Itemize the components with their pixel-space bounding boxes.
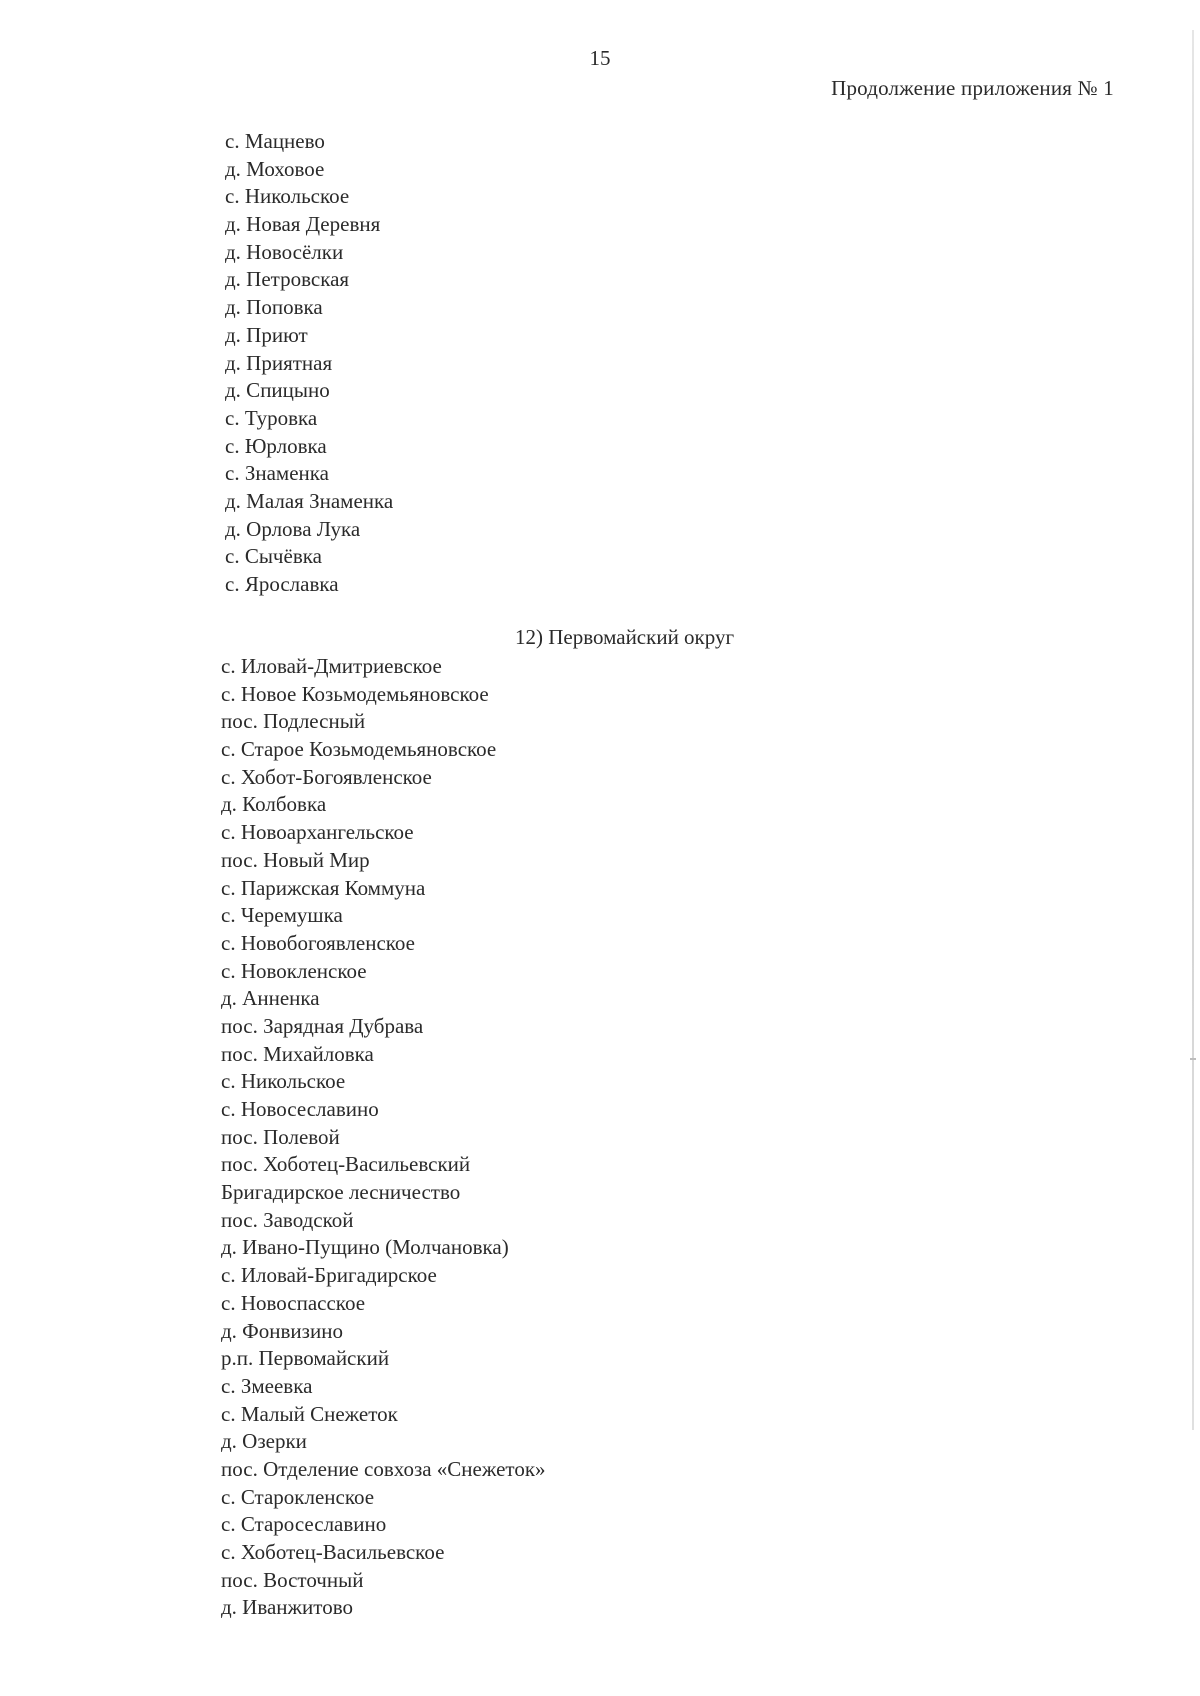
list-item: д. Приятная bbox=[225, 350, 333, 375]
list-item: с. Новосеславино bbox=[221, 1097, 379, 1121]
list-item: пос. Новый Мир bbox=[221, 847, 370, 872]
page-number: 15 bbox=[589, 46, 611, 70]
settlement-list-previous-district bbox=[225, 128, 393, 599]
list-item: с. Новоархангельское bbox=[221, 820, 414, 845]
list-item: с. Новокленское bbox=[221, 958, 367, 983]
list-item: с. Парижская Коммуна bbox=[221, 875, 426, 900]
list-item: д. Иванжитово bbox=[221, 1595, 353, 1620]
list-item: д. Спицыно bbox=[225, 378, 330, 403]
list-item: д. Ивано-Пущино (Молчановка) bbox=[221, 1235, 509, 1260]
list-item: с. Никольское bbox=[225, 184, 350, 209]
section-heading: 12) Первомайский округ bbox=[515, 625, 735, 649]
list-item: с. Черемушка bbox=[221, 903, 343, 928]
list-item: д. Орлова Лука bbox=[225, 516, 361, 541]
scan-edge-line bbox=[1192, 30, 1194, 1430]
list-item: пос. Михайловка bbox=[221, 1041, 374, 1066]
list-item: с. Иловай-Дмитриевское bbox=[221, 654, 442, 678]
list-item: пос. Отделение совхоза «Снежеток» bbox=[221, 1456, 546, 1481]
list-item: с. Мацнево bbox=[225, 129, 325, 153]
list-item: д. Новая Деревня bbox=[225, 212, 381, 237]
list-item: д. Малая Знаменка bbox=[225, 488, 394, 513]
list-item: с. Иловай-Бригадирское bbox=[221, 1263, 437, 1288]
list-item: д. Поповка bbox=[225, 295, 323, 320]
list-item: с. Малый Снежеток bbox=[221, 1401, 398, 1426]
list-item: пос. Заводской bbox=[221, 1207, 354, 1232]
list-item: с. Туровка bbox=[225, 405, 318, 430]
list-item: с. Новоспасское bbox=[221, 1290, 366, 1315]
list-item: с. Старокленское bbox=[221, 1484, 375, 1509]
list-item: пос. Восточный bbox=[221, 1567, 364, 1592]
list-item: с. Ярославка bbox=[225, 572, 339, 596]
list-item: д. Новосёлки bbox=[225, 239, 344, 264]
list-item: р.п. Первомайский bbox=[221, 1346, 390, 1371]
list-item: д. Фонвизино bbox=[221, 1318, 343, 1343]
list-item: Бригадирское лесничество bbox=[221, 1180, 461, 1205]
list-item: д. Моховое bbox=[225, 156, 325, 181]
list-item: пос. Зарядная Дубрава bbox=[221, 1013, 424, 1038]
list-item: с. Старосеславино bbox=[221, 1512, 387, 1537]
list-item: д. Приют bbox=[225, 322, 308, 347]
list-item: с. Сычёвка bbox=[225, 544, 322, 569]
scan-edge-mark bbox=[1190, 1058, 1196, 1060]
list-item: с. Змеевка bbox=[221, 1373, 313, 1398]
list-item: д. Озерки bbox=[221, 1429, 307, 1454]
settlement-list-pervomaisky-district bbox=[221, 653, 546, 1622]
list-item: д. Колбовка bbox=[221, 792, 327, 817]
list-item: пос. Хоботец-Васильевский bbox=[221, 1152, 471, 1177]
list-item: с. Хобот-Богоявленское bbox=[221, 764, 432, 789]
list-item: с. Никольское bbox=[221, 1069, 346, 1094]
list-item: д. Анненка bbox=[221, 986, 320, 1011]
list-item: с. Новобогоявленское bbox=[221, 930, 416, 955]
list-item: с. Новое Козьмодемьяновское bbox=[221, 681, 489, 706]
list-item: пос. Подлесный bbox=[221, 709, 366, 734]
appendix-continuation-note: Продолжение приложения № 1 bbox=[831, 76, 1114, 100]
list-item: с. Старое Козьмодемьяновское bbox=[221, 737, 497, 762]
list-item: с. Хоботец-Васильевское bbox=[221, 1540, 445, 1564]
list-item: пос. Полевой bbox=[221, 1124, 340, 1149]
list-item: д. Петровская bbox=[225, 267, 350, 292]
list-item: с. Юрловка bbox=[225, 433, 327, 458]
list-item: с. Знаменка bbox=[225, 461, 329, 486]
